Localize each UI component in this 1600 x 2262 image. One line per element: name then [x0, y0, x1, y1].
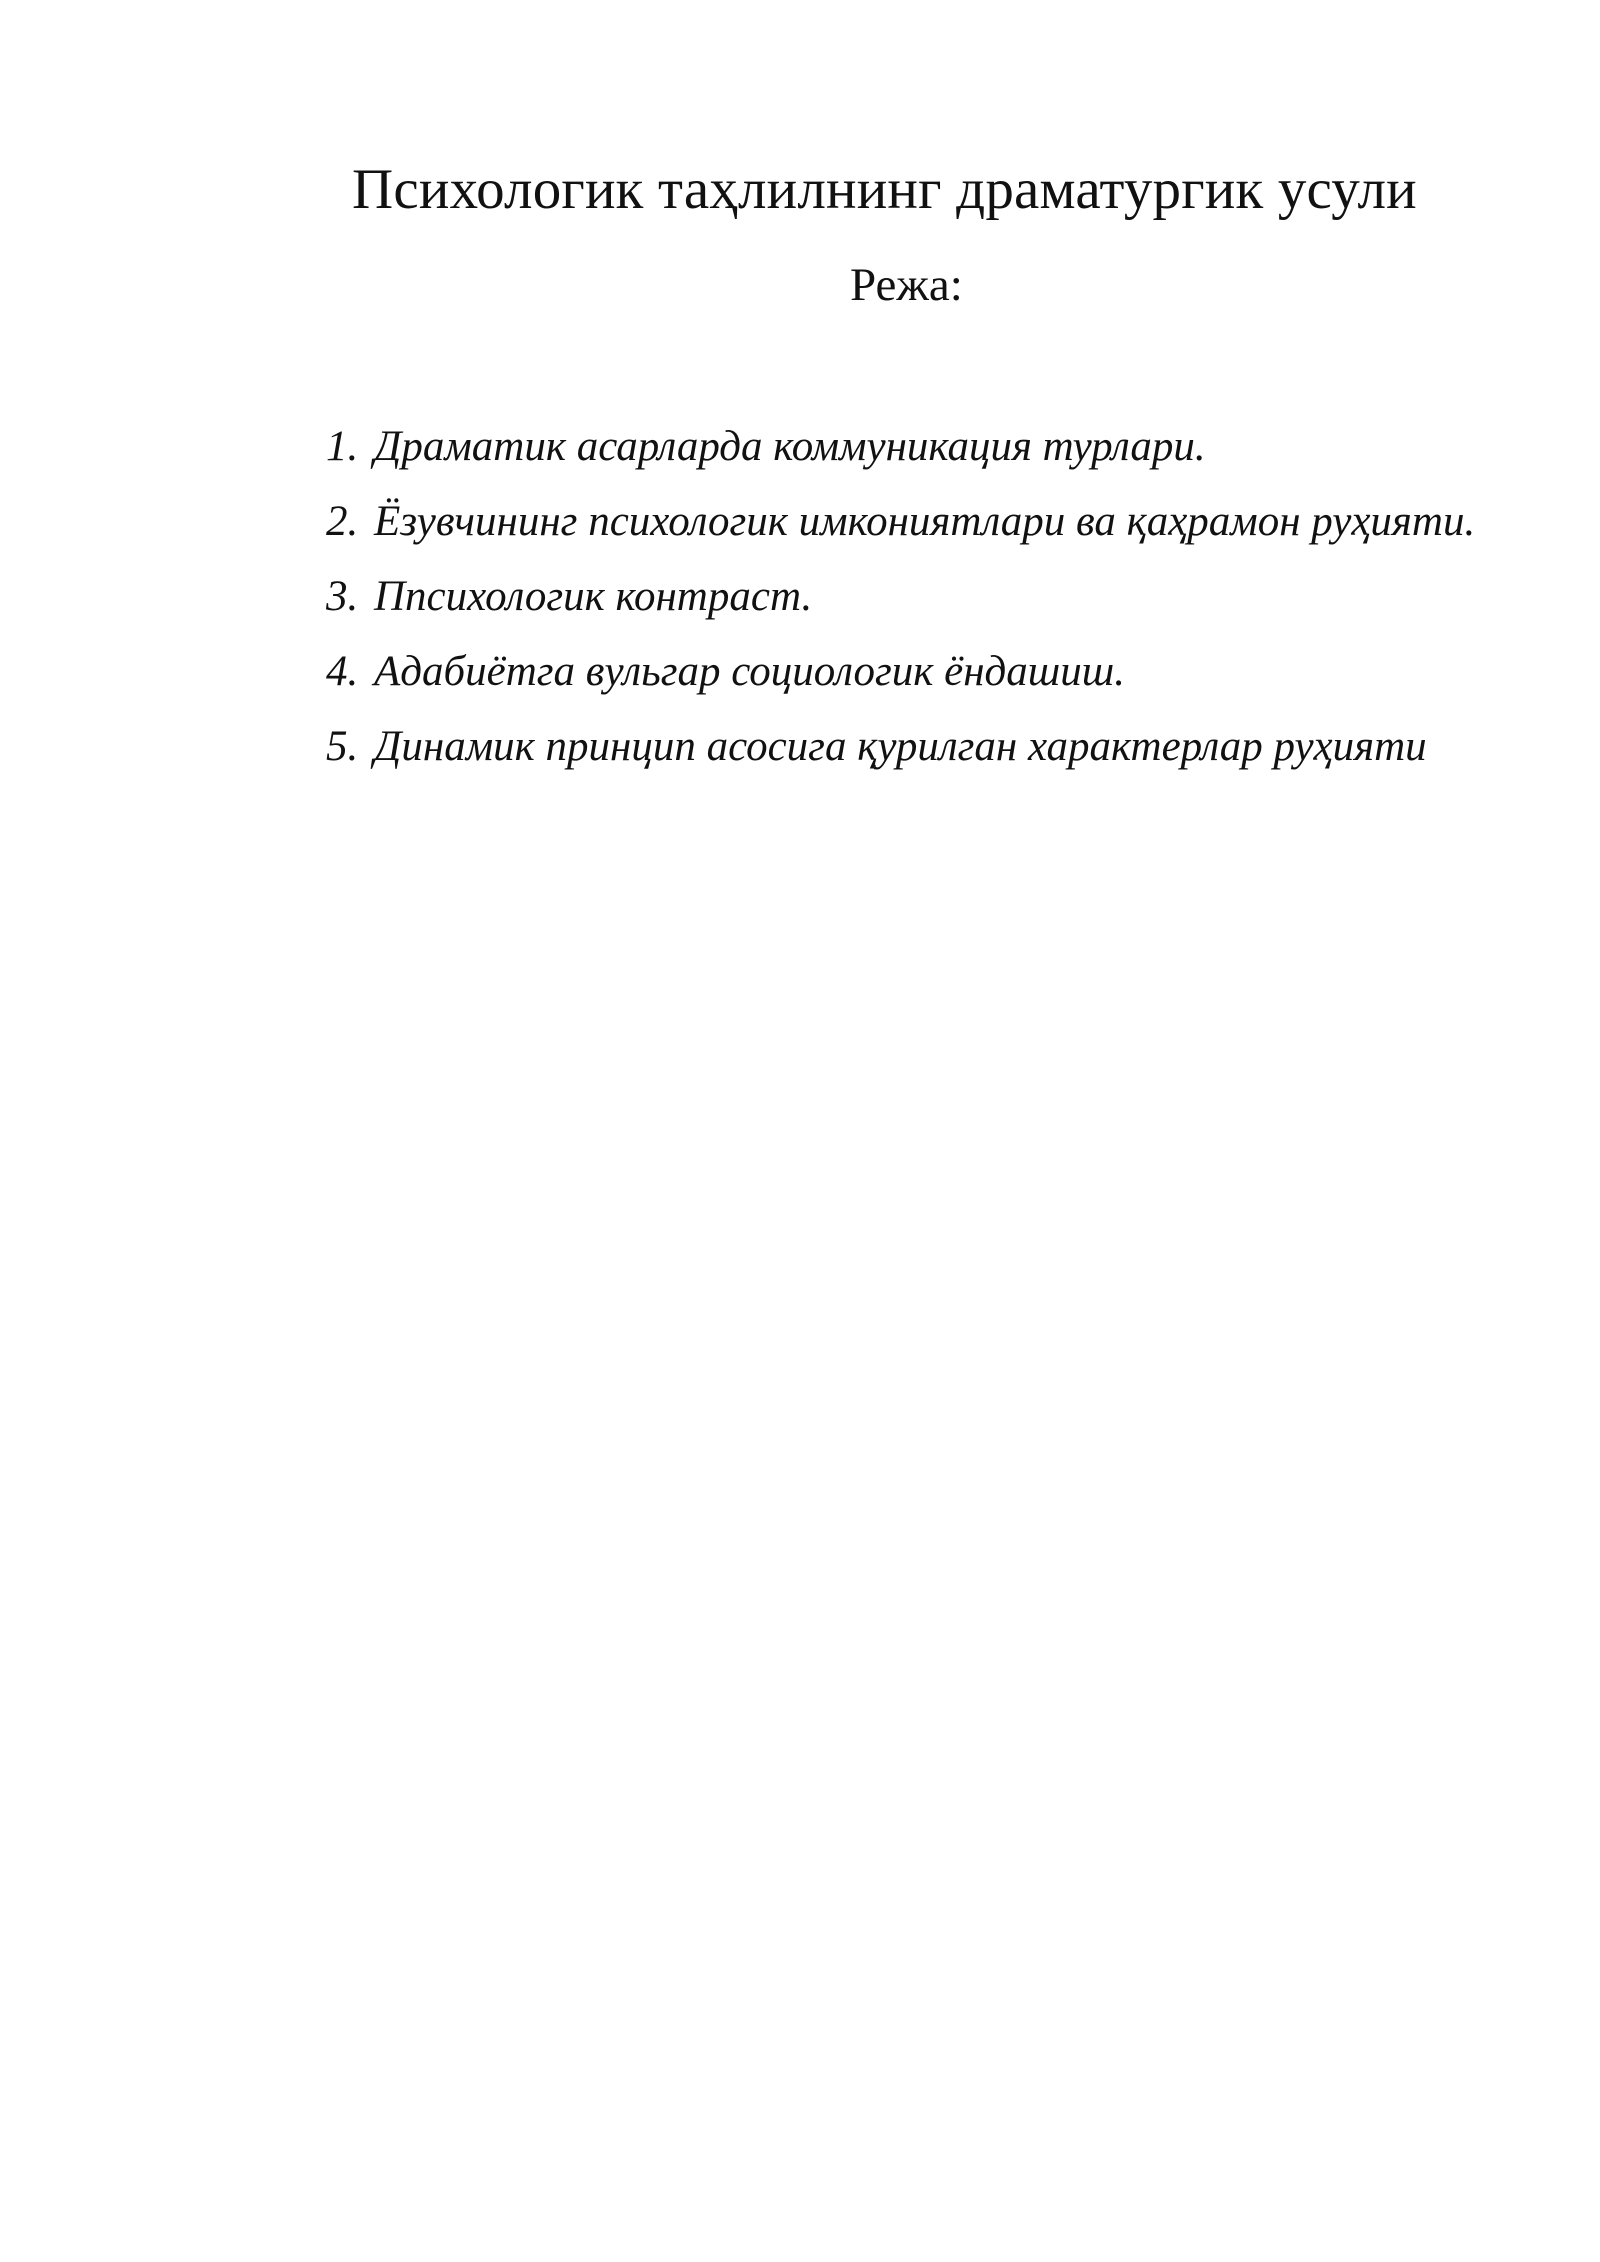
plan-item-number: 1.	[326, 423, 359, 470]
document-title: Психологик таҳлилнинг драматургик усули	[352, 158, 1417, 221]
plan-item-number: 2.	[326, 498, 359, 545]
plan-heading: Режа:	[850, 259, 963, 311]
plan-item-4	[326, 643, 1475, 718]
plan-list	[326, 418, 1475, 793]
plan-item-text: Динамик принцип асосига қурилган характерлар руҳияти	[374, 723, 1427, 770]
plan-item-number: 3.	[326, 573, 359, 620]
plan-item-5	[326, 718, 1475, 793]
plan-item-3	[326, 568, 1475, 643]
plan-item-number: 4.	[326, 648, 359, 695]
plan-item-number: 5.	[326, 723, 359, 770]
plan-item-text: Ёзувчининг психологик имкониятлари ва қаҳрамон руҳияти.	[374, 498, 1476, 545]
plan-item-2	[326, 493, 1475, 568]
plan-item-text: Ппсихологик контраст.	[374, 573, 813, 620]
plan-item-text: Адабиётга вульгар социологик ёндашиш.	[374, 648, 1125, 695]
plan-item-1	[326, 418, 1475, 493]
plan-item-text: Драматик асарларда коммуникация турлари.	[374, 423, 1206, 470]
